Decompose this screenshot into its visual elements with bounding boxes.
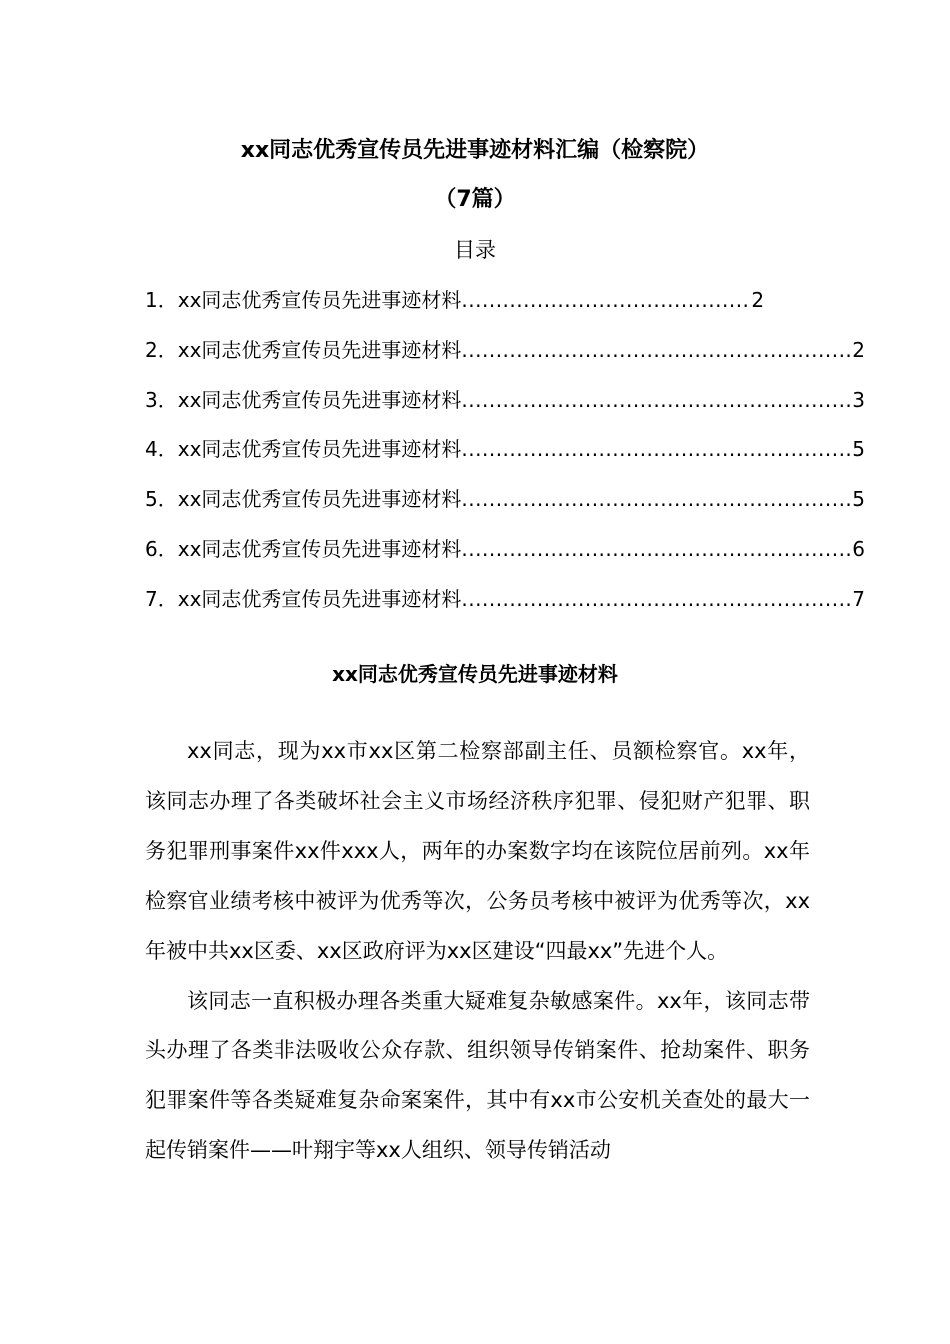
toc-entry-page: 6: [852, 536, 865, 561]
toc-leader-dots: [461, 482, 852, 516]
toc-leader-dots: [461, 582, 852, 616]
toc-entry-title: xx同志优秀宣传员先进事迹材料: [177, 536, 462, 561]
toc-entry-title: xx同志优秀宣传员先进事迹材料: [177, 337, 462, 362]
section-title: xx同志优秀宣传员先进事迹材料: [332, 662, 618, 686]
document-subtitle: （7篇）: [434, 187, 516, 212]
toc-entry[interactable]: [145, 532, 865, 582]
toc-leader-dots: [461, 383, 852, 417]
toc-entry-page: 5: [852, 487, 865, 512]
toc-entry-page: 7: [852, 586, 865, 611]
toc-entry-number: 1．: [145, 288, 178, 312]
toc-entry-number: 4．: [145, 437, 178, 462]
toc-entry-number: 7．: [145, 586, 178, 611]
toc-entry[interactable]: [145, 432, 865, 482]
toc-entry-number: 2．: [145, 337, 178, 362]
toc-entry-title: xx同志优秀宣传员先进事迹材料: [177, 487, 462, 512]
toc-entry-title: xx同志优秀宣传员先进事迹材料: [177, 437, 462, 462]
toc-entry[interactable]: [145, 482, 865, 532]
table-of-contents: [145, 283, 865, 632]
toc-leader-dots: [461, 532, 852, 566]
document-title: xx同志优秀宣传员先进事迹材料汇编（检察院）: [240, 138, 710, 163]
toc-entry-number: 3．: [145, 387, 178, 412]
toc-entry[interactable]: [145, 333, 865, 383]
toc-entry[interactable]: [145, 383, 865, 433]
toc-entry-page: 2: [751, 288, 765, 312]
toc-entry-number: 6．: [145, 536, 178, 561]
body-paragraph: 该同志一直积极办理各类重大疑难复杂敏感案件。xx年，该同志带头办理了各类非法吸收公众存款、组织领导传销案件、抢劫案件、职务犯罪案件等各类疑难复杂命案案件，其中有xx市公安机关查处的最大一起传销案件——叶翔宇等xx人组织、领导传销活动: [145, 988, 810, 1163]
toc-entry[interactable]: [145, 582, 865, 632]
body-paragraph: xx同志，现为xx市xx区第二检察部副主任、员额检察官。xx年，该同志办理了各类破坏社会主义市场经济秩序犯罪、侵犯财产犯罪、职务犯罪刑事案件xx件xxx人，两年的办案数字均在该院位居前列。xx年检察官业绩考核中被评为优秀等次，公务员考核中被评为优秀等次，xx年被中共xx区委、xx区政府评为xx区建设“四最xx”先进个人。: [145, 739, 810, 963]
toc-entry-title: xx同志优秀宣传员先进事迹材料: [177, 288, 462, 312]
section-body: [145, 727, 810, 1176]
toc-entry-title: xx同志优秀宣传员先进事迹材料: [177, 586, 462, 611]
toc-entry-title: xx同志优秀宣传员先进事迹材料: [177, 387, 462, 412]
toc-leader-dots: [461, 333, 852, 367]
toc-entry-page: 2: [852, 337, 865, 362]
toc-entry[interactable]: [145, 283, 865, 333]
toc-leader-dots: [461, 283, 751, 317]
toc-entry-page: 5: [852, 437, 865, 462]
toc-leader-dots: [461, 432, 852, 466]
toc-entry-page: 3: [852, 387, 865, 412]
toc-heading: 目录: [454, 238, 496, 262]
toc-entry-number: 5．: [145, 487, 178, 512]
